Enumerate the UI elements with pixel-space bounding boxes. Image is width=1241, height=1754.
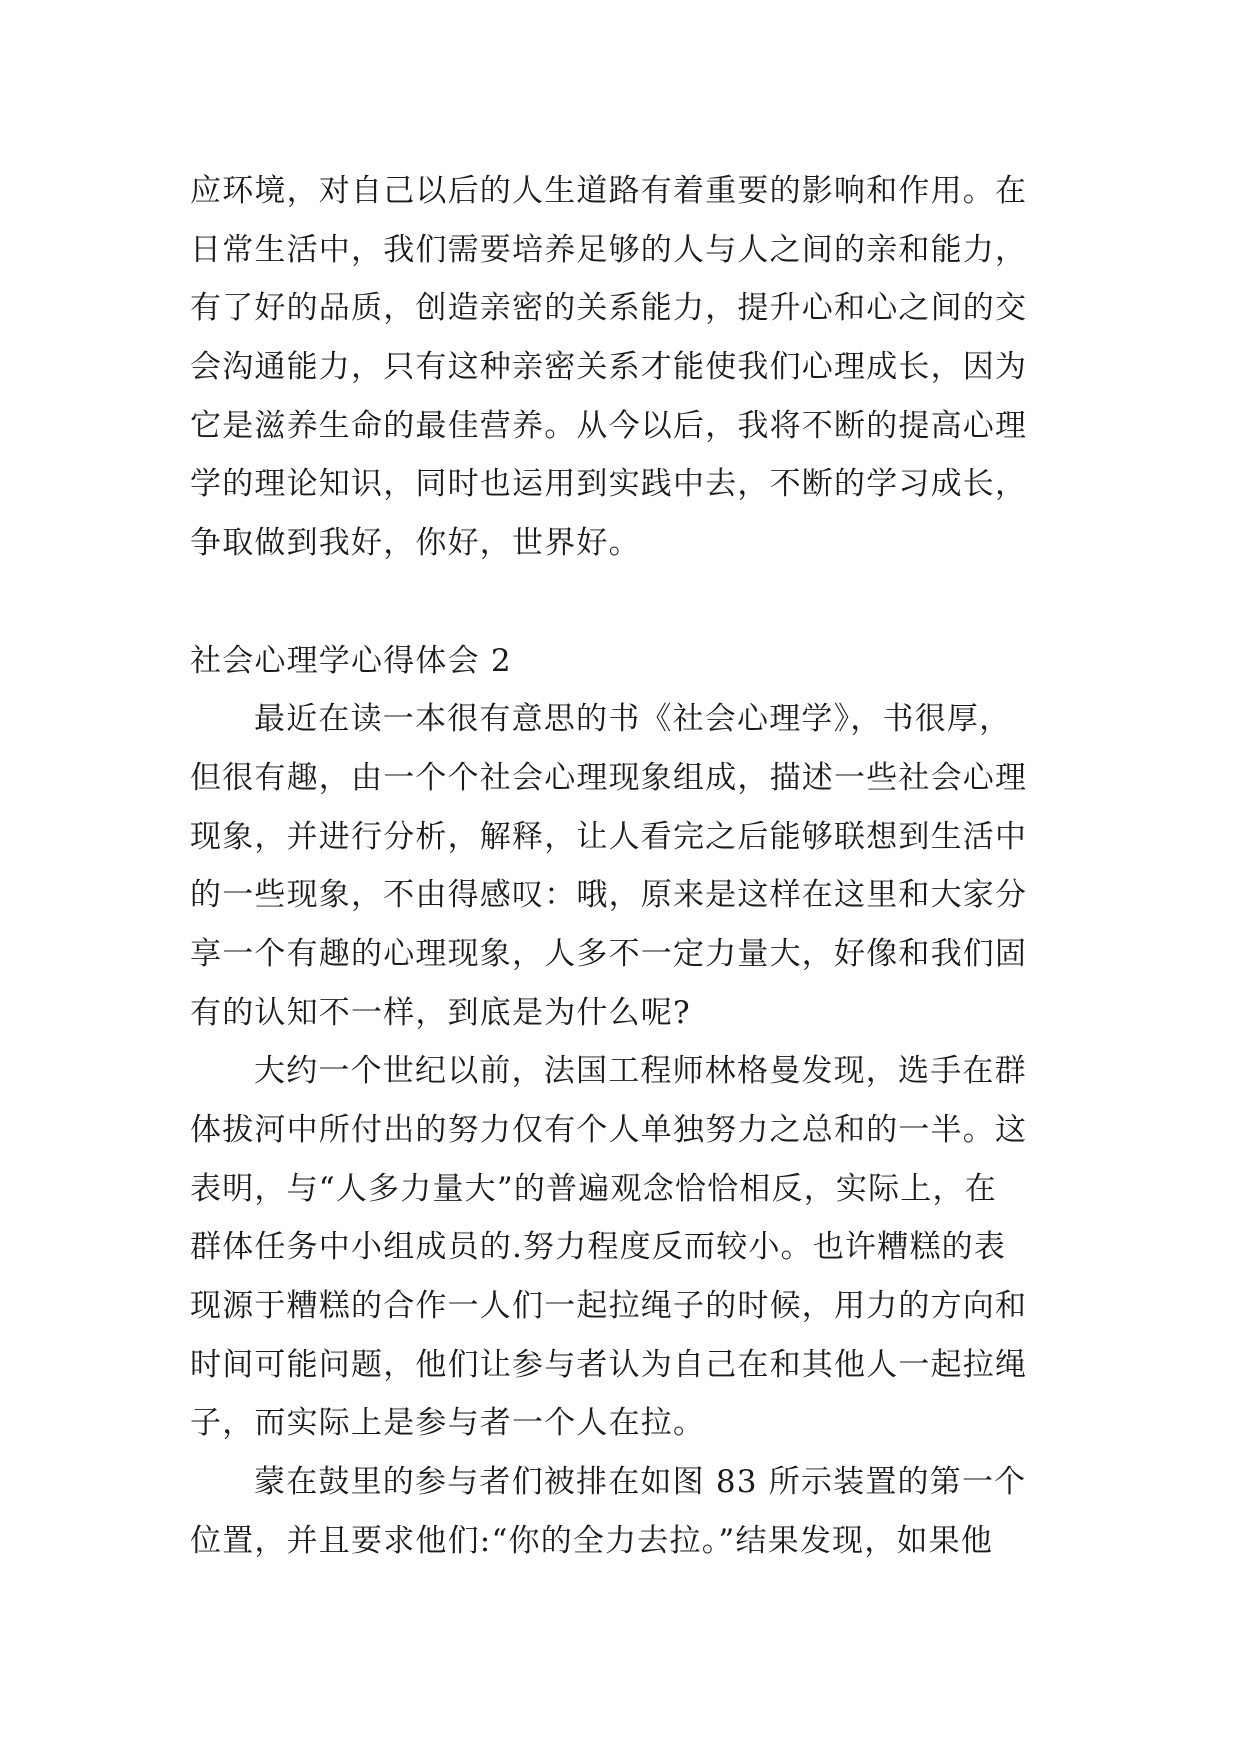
text-line: 时间可能问题，他们让参与者认为自己在和其他人一起拉绳 (190, 1346, 1028, 1383)
text-line: 有的认知不一样，到底是为什么呢? (190, 994, 691, 1031)
text-line: 但很有趣，由一个个社会心理现象组成，描述一些社会心理 (190, 759, 1028, 796)
text-line: 日常生活中，我们需要培养足够的人与人之间的亲和能力， (190, 231, 1028, 268)
text-line: 群体任务中小组成员的.努力程度反而较小。也许糟糕的表 (190, 1229, 1007, 1266)
text-line: 体拔河中所付出的努力仅有个人单独努力之总和的一半。这 (190, 1112, 1028, 1148)
text-line: 位置，并且要求他们:“你的全力去拉。”结果发现，如果他 (190, 1522, 994, 1559)
text-line: 最近在读一本很有意思的书《社会心理学》，书很厚， (254, 701, 1012, 738)
text-line: 表明，与“人多力量大”的普遍观念恰恰相反，实际上，在 (190, 1170, 997, 1207)
document-body (190, 162, 1070, 1571)
text-line: 有了好的品质，创造亲密的关系能力，提升心和心之间的交 (190, 290, 1028, 327)
text-line: 应环境，对自己以后的人生道路有着重要的影响和作用。在 (190, 173, 1028, 209)
text-line: 学的理论知识，同时也运用到实践中去，不断的学习成长， (190, 466, 1028, 503)
blank-line (190, 573, 1070, 632)
text-line: 现源于糟糕的合作一人们一起拉绳子的时候，用力的方向和 (190, 1288, 1028, 1325)
text-line: 会沟通能力，只有这种亲密关系才能使我们心理成长，因为 (190, 349, 1028, 386)
paragraph-continuation (190, 162, 1070, 573)
section-heading: 社会心理学心得体会 2 (190, 642, 512, 679)
text-line: 子，而实际上是参与者一个人在拉。 (190, 1405, 706, 1442)
paragraph-2 (190, 1042, 1070, 1453)
text-line: 蒙在鼓里的参与者们被排在如图 83 所示装置的第一个 (254, 1464, 1027, 1501)
text-line: 享一个有趣的心理现象，人多不一定力量大，好像和我们固 (190, 935, 1028, 972)
paragraph-1 (190, 690, 1070, 1042)
paragraph-3 (190, 1453, 1070, 1570)
text-line: 的一些现象，不由得感叹：哦，原来是这样在这里和大家分 (190, 877, 1028, 914)
text-line: 现象，并进行分析，解释，让人看完之后能够联想到生活中 (190, 818, 1028, 855)
text-line: 大约一个世纪以前，法国工程师林格曼发现，选手在群 (254, 1053, 1027, 1090)
text-line: 它是滋养生命的最佳营养。从今以后，我将不断的提高心理 (190, 407, 1028, 444)
text-line: 争取做到我好，你好，世界好。 (190, 525, 641, 562)
